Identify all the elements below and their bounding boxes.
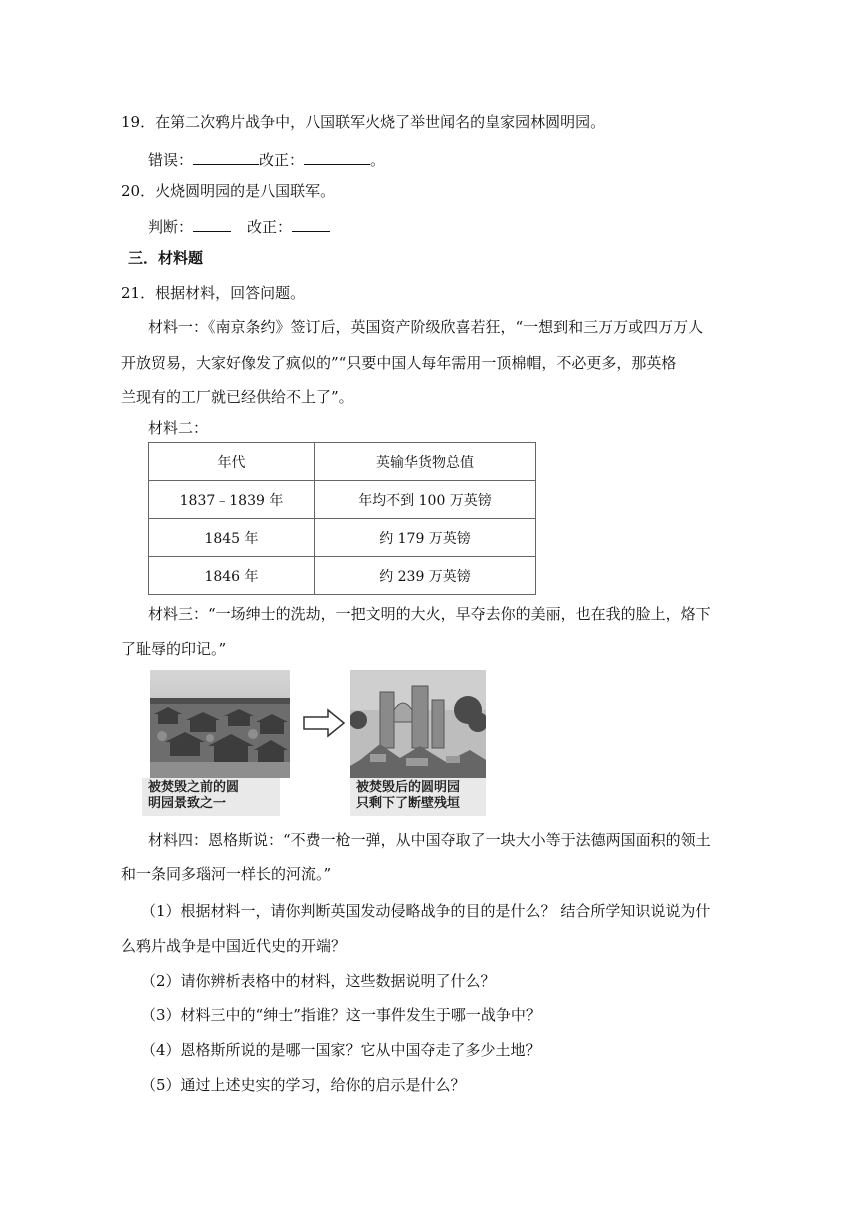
q20-correct-label: 改正： — [247, 218, 293, 236]
material-3-line-1: 材料三：“一场绅士的洗劫，一把文明的大火，早夺去你的美丽，也在我的脸上，烙下 — [148, 605, 711, 623]
material-3-line-2: 了耻辱的印记。” — [121, 640, 227, 658]
table-header-value: 英输华货物总值 — [315, 443, 536, 481]
table-cell: 1846 年 — [149, 557, 315, 595]
material-1-line-3: 兰现有的工厂就已经供给不上了”。 — [121, 388, 354, 406]
table-header-row — [149, 443, 536, 481]
q19-answer-line — [148, 148, 385, 170]
q20-answer-line — [148, 215, 330, 237]
subquestion-1-line-1: （1）根据材料一，请你判断英国发动侵略战争的目的是什么？ 结合所学知识说说为什 — [141, 902, 711, 920]
palace-ruins-image — [350, 670, 486, 778]
q19-end-mark: 。 — [370, 151, 386, 169]
material-2-label: 材料二： — [148, 419, 209, 437]
table-header-year: 年代 — [149, 443, 315, 481]
q20-correct-blank[interactable] — [292, 215, 330, 232]
q20-stem: 20．火烧圆明园的是八国联军。 — [121, 182, 336, 200]
trade-table — [148, 442, 536, 595]
table-row — [149, 519, 536, 557]
caption-line: 被焚毁后的圆明园 — [356, 780, 461, 795]
material-4-line-2: 和一条同多瑙河一样长的河流。” — [121, 865, 332, 883]
material-4-line-1: 材料四：恩格斯说：“不费一枪一弹，从中国夺取了一块大小等于法德两国面积的领土 — [148, 831, 711, 849]
table-cell: 1845 年 — [149, 519, 315, 557]
q19-correct-label: 改正： — [259, 151, 305, 169]
material-1-line-2: 开放贸易，大家好像发了疯似的”“只要中国人每年需用一顶棉帽，不必更多，那英格 — [121, 354, 677, 372]
q19-correct-blank[interactable] — [304, 148, 370, 165]
q20-judge-label: 判断： — [148, 218, 194, 236]
subquestion-1-line-2: 么鸦片战争是中国近代史的开端？ — [121, 937, 347, 955]
arrow-right-icon — [302, 708, 346, 738]
subquestion-3: （3）材料三中的“绅士”指谁？这一事件发生于哪一战争中？ — [141, 1006, 541, 1024]
q21-stem: 21．根据材料，回答问题。 — [121, 284, 306, 302]
material-1-line-1: 材料一：《南京条约》签订后，英国资产阶级欣喜若狂，“一想到和三万万或四万万人 — [148, 318, 704, 336]
subquestion-4: （4）恩格斯所说的是哪一国家？它从中国夺走了多少土地？ — [141, 1041, 541, 1059]
table-row — [149, 557, 536, 595]
table-row — [149, 481, 536, 519]
q20-judge-blank[interactable] — [193, 215, 231, 232]
q19-stem: 19．在第二次鸦片战争中，八国联军火烧了举世闻名的皇家园林圆明园。 — [121, 113, 606, 131]
table-cell: 年均不到 100 万英镑 — [315, 481, 536, 519]
palace-before-image — [150, 670, 290, 778]
palace-before-caption — [142, 778, 280, 816]
q19-error-blank[interactable] — [193, 148, 259, 165]
table-cell: 约 179 万英镑 — [315, 519, 536, 557]
subquestion-5: （5）通过上述史实的学习，给你的启示是什么？ — [141, 1076, 466, 1094]
table-cell: 1837﹣1839 年 — [149, 481, 315, 519]
q19-error-label: 错误： — [148, 151, 194, 169]
subquestion-2: （2）请你辨析表格中的材料，这些数据说明了什么？ — [141, 972, 496, 990]
section-title: 三．材料题 — [128, 249, 204, 267]
caption-line: 被焚毁之前的圆 — [148, 780, 240, 795]
palace-ruins-caption — [350, 778, 486, 816]
caption-line: 明园景致之一 — [148, 796, 227, 811]
caption-line: 只剩下了断壁残垣 — [356, 796, 461, 811]
table-cell: 约 239 万英镑 — [315, 557, 536, 595]
